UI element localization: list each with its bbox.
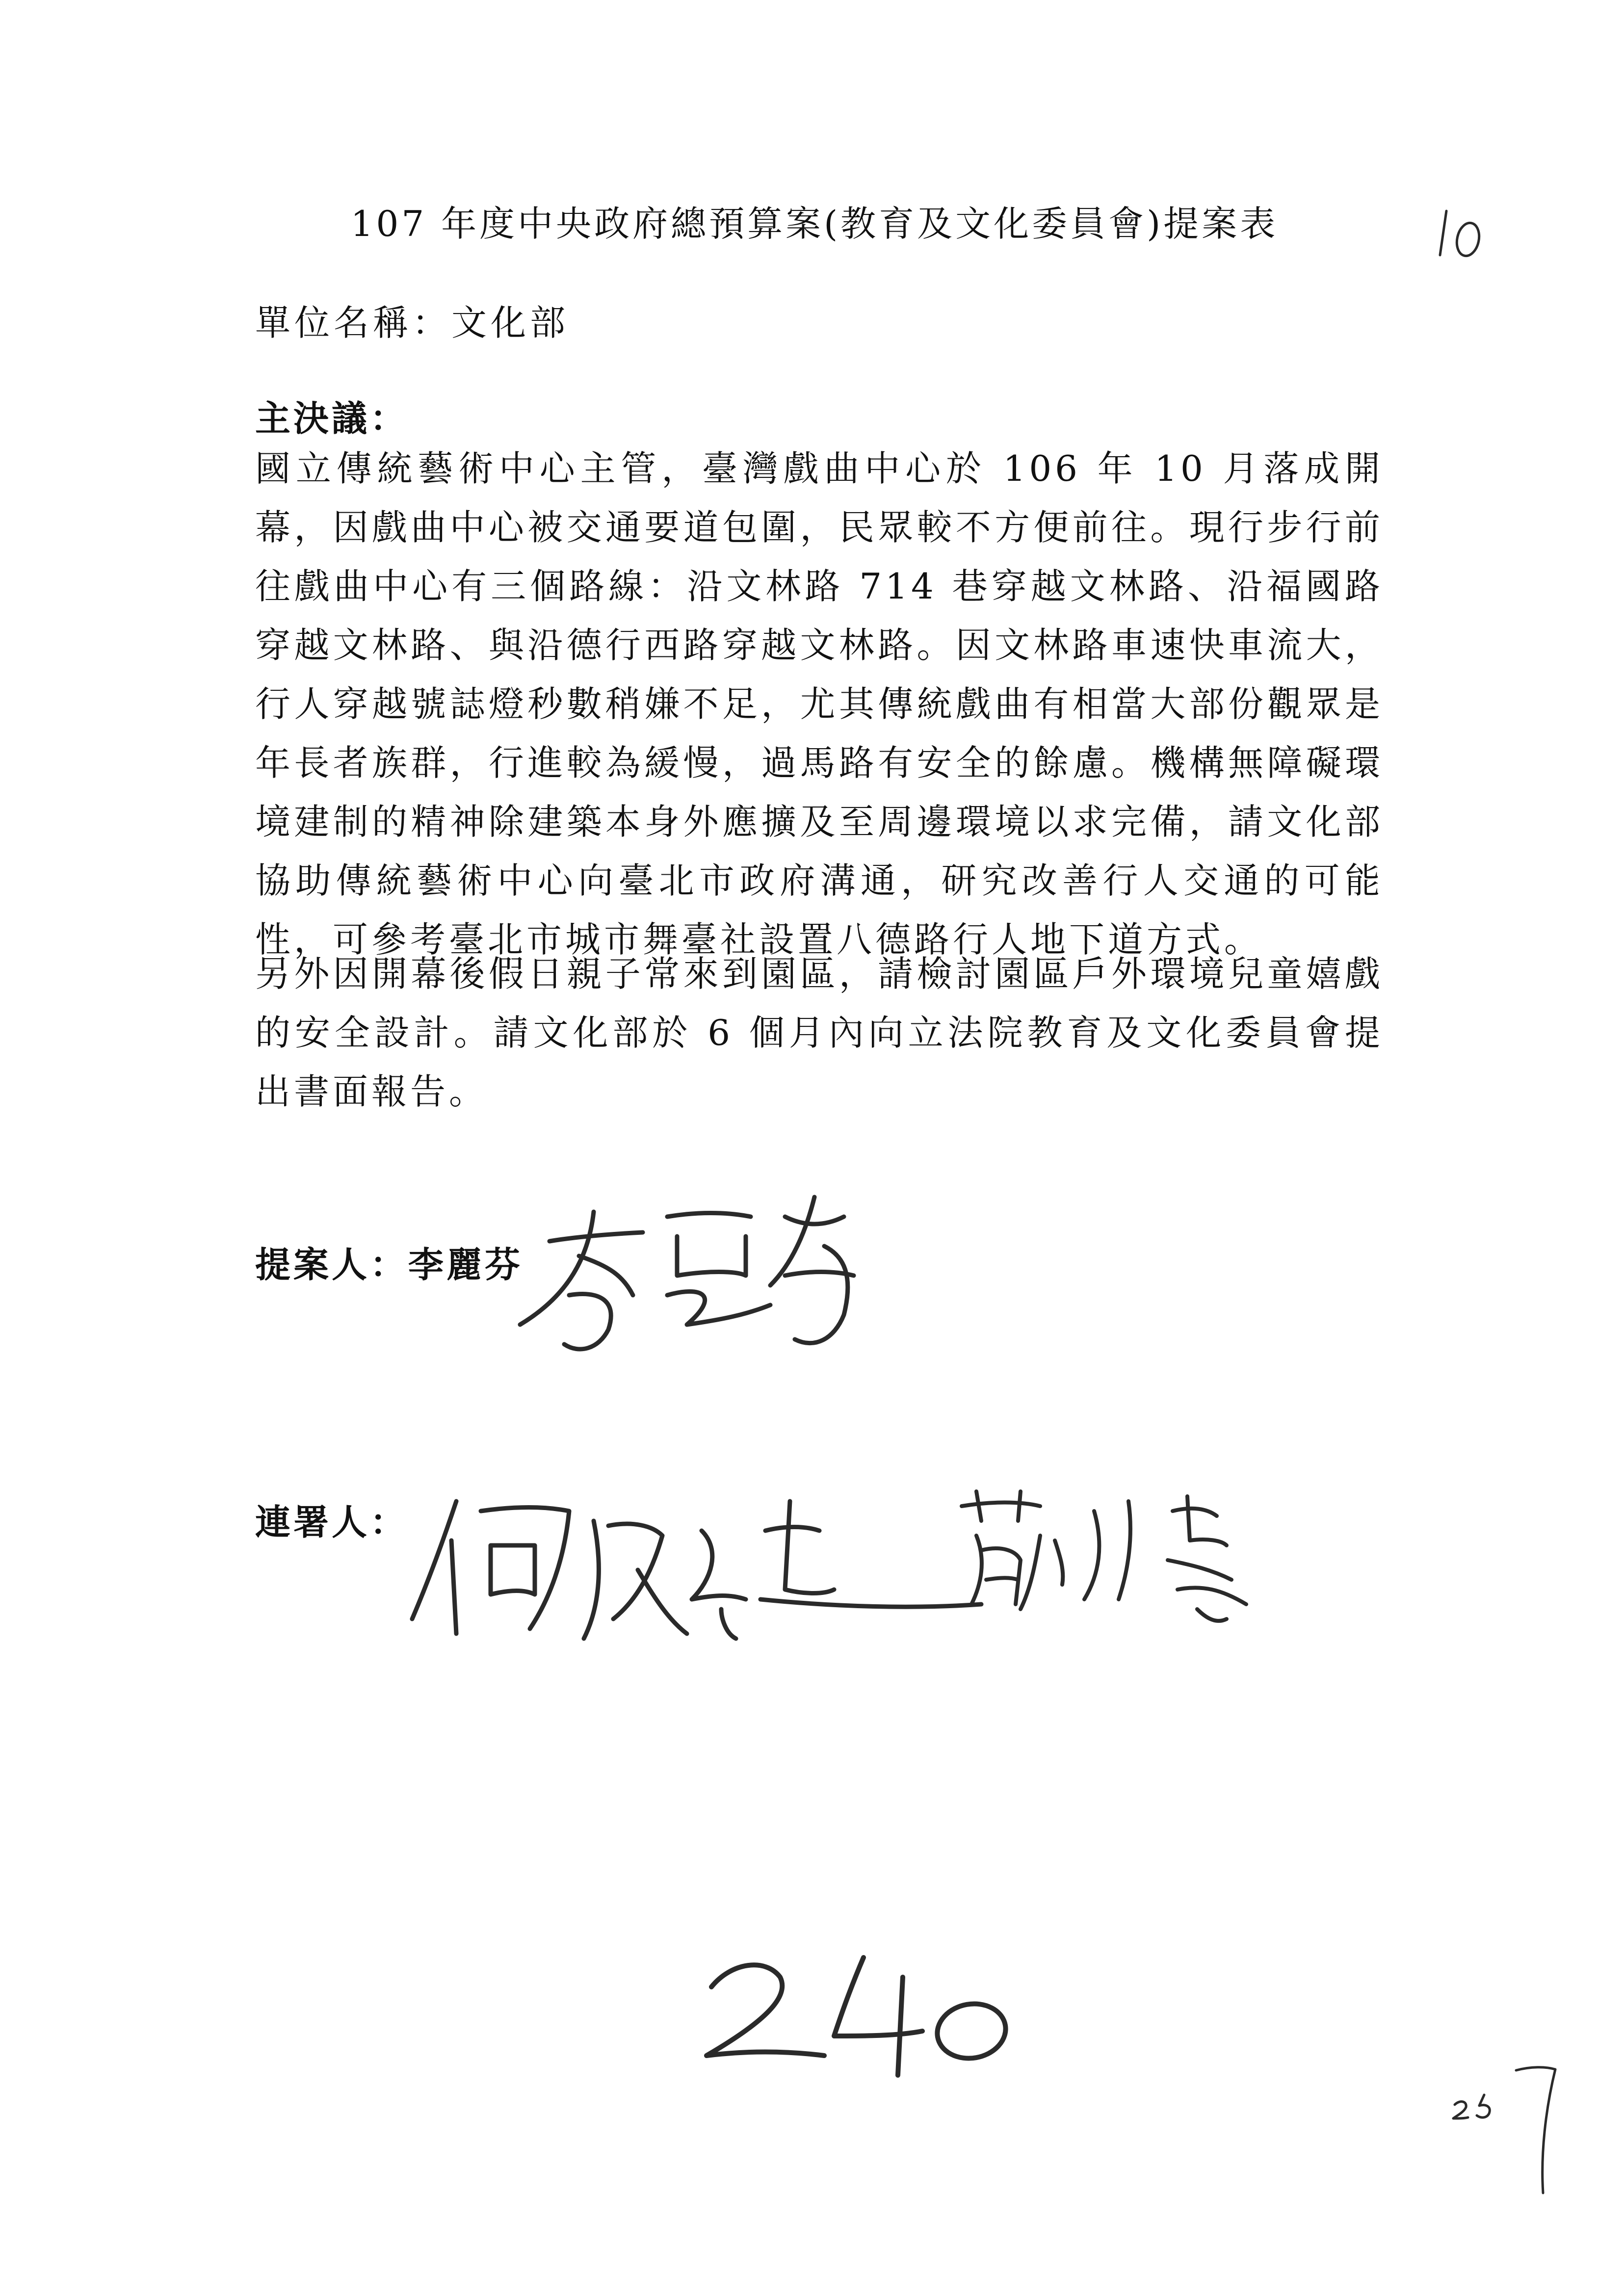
page-number-handwriting [707,1957,1010,2075]
cosigner-signature-2 [962,1491,1246,1621]
unit-name: 文化部 [451,302,570,343]
document-title: 107 年度中央政府總預算案(教育及文化委員會)提案表 [350,203,1279,244]
resolution-paragraph-1: 國立傳統藝術中心主管，臺灣戲曲中心於 106 年 10 月落成開幕，因戲曲中心被交通要道包圍，民眾較不方便前往。現行步行前往戲曲中心有三個路線：沿文林路 714 巷穿越文林路、沿福國路穿越文林路、與沿德行西路穿越文林路。因文林路車速快車流大，行人穿越號誌燈秒數稍嫌不足，尤其傳統戲曲有相當大部份觀眾是年長者族群，行進較為緩慢，過馬路有安全的餘慮。機構無障礙環境建制的精神除建築本身外應擴及至周邊環境以求完備，請文化部協助傳統藝術中心向臺北市政府溝通，研究改善行人交通的可能性，可參考臺北市城市舞臺社設置八德路行人地下道方式。 [255,448,1384,960]
proposer-label: 提案人：李麗芬 [255,1244,524,1285]
proposer-signature [520,1197,854,1349]
cosigner-label: 連署人： [255,1502,409,1543]
unit-label: 單位名稱： [255,302,452,343]
corner-mark-handwriting [1440,211,1482,258]
cosigner-signature-1 [412,1501,981,1639]
resolution-paragraph-2: 另外因開幕後假日親子常來到園區，請檢討園區戶外環境兒童嬉戲的安全設計。請文化部於 6 個月內向立法院教育及文化委員會提出書面報告。 [255,953,1384,1112]
resolution-heading: 主決議： [255,397,409,439]
bottom-mark-handwriting [1453,2067,1555,2193]
